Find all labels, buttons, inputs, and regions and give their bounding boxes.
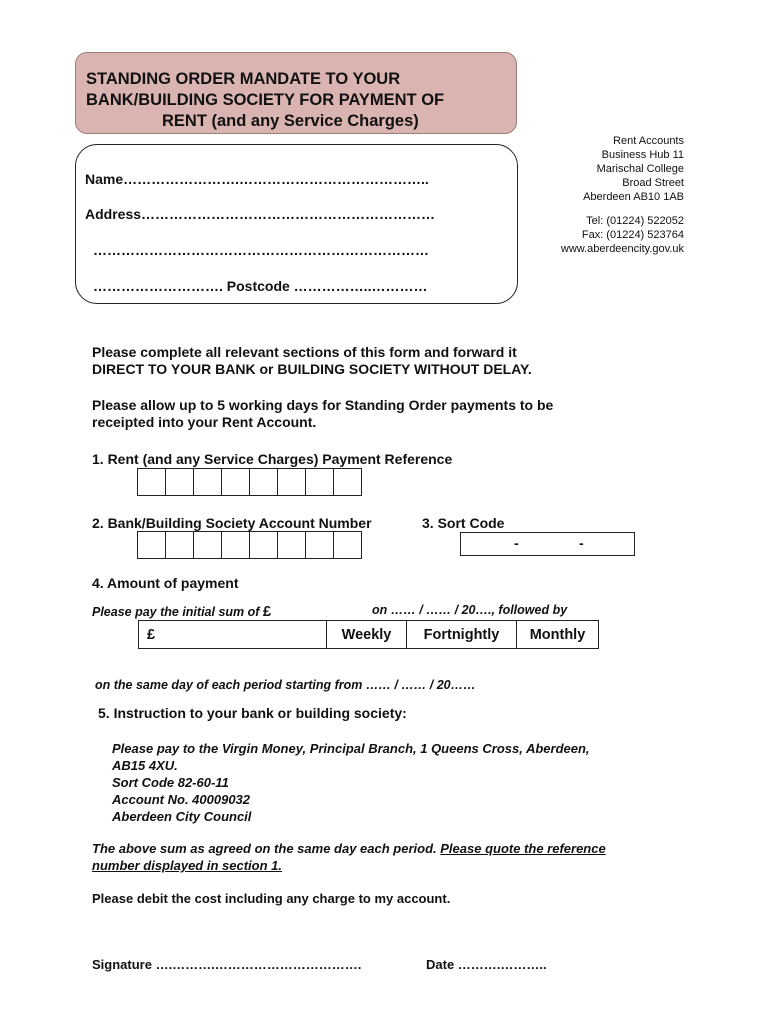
bank-instruction-line: AB15 4XU. [112,758,178,773]
reference-digit-box[interactable] [138,469,166,496]
address-field[interactable]: Address……………………………………………………… [85,206,436,222]
address-line: Marischal College [596,163,684,175]
bank-instruction-line: Aberdeen City Council [112,809,252,824]
reference-digit-box[interactable] [278,469,306,496]
section-4-label: 4. Amount of payment [92,575,239,591]
title-line-1: STANDING ORDER MANDATE TO YOUR [86,70,401,88]
date-field[interactable]: Date ……….……….. [426,957,547,972]
bank-instruction-line: Sort Code 82-60-11 [112,775,229,790]
instruction-line: Please allow up to 5 working days for Standing Order payments to be [92,397,554,413]
reference-note: number displayed in section 1. [92,858,282,873]
name-field[interactable]: Name…………………….………………………………….. [85,171,429,187]
frequency-fortnightly[interactable]: Fortnightly [407,621,517,649]
amount-field[interactable]: £ [139,621,327,649]
account-digit-box[interactable] [278,532,306,559]
form-title [75,52,517,134]
signature-field[interactable]: Signature ….……….……………………………. [92,957,362,972]
bank-instruction-line: Account No. 40009032 [112,792,251,807]
bank-instruction [112,740,590,825]
sort-code-separator: - [579,535,584,551]
start-date-label: on the same day of each period starting from …… / …… / 20…… [95,678,476,692]
address-line: Business Hub 11 [601,149,684,161]
initial-date-label: on …… / …… / 20…., followed by [372,603,568,617]
processing-note [92,397,553,431]
address-line: Rent Accounts [613,135,684,147]
reference-digit-box[interactable] [306,469,334,496]
debit-authorisation: Please debit the cost including any charge to my account. [92,891,451,906]
sort-code-field[interactable] [460,532,635,556]
sort-code-separator: - [514,535,519,551]
section-5-label: 5. Instruction to your bank or building society: [98,705,407,721]
payment-frequency-table [138,620,599,649]
pound-sign: £ [262,603,272,620]
account-digit-box[interactable] [334,532,362,559]
reference-note: Please quote the reference [440,841,606,856]
reference-digit-box[interactable] [194,469,222,496]
initial-sum-label [92,603,271,620]
agreement-text [92,840,692,874]
account-number-boxes [137,531,362,559]
instruction-line: DIRECT TO YOUR BANK or BUILDING SOCIETY WITHOUT DELAY. [92,361,532,377]
account-digit-box[interactable] [138,532,166,559]
title-line-3: RENT (and any Service Charges) [162,112,419,130]
instruction-line: Please complete all relevant sections of this form and forward it [92,344,517,360]
initial-sum-text: Please pay the initial sum of [92,605,260,619]
address-line: Broad Street [622,177,684,189]
council-address [561,134,684,256]
reference-digit-box[interactable] [334,469,362,496]
account-digit-box[interactable] [250,532,278,559]
frequency-monthly[interactable]: Monthly [517,621,599,649]
bank-instruction-line: Please pay to the Virgin Money, Principal Branch, 1 Queens Cross, Aberdeen, [112,741,590,756]
address-line: Aberdeen AB10 1AB [583,191,684,203]
reference-digit-box[interactable] [166,469,194,496]
instruction-line: receipted into your Rent Account. [92,414,317,430]
payment-reference-boxes [137,468,362,496]
account-digit-box[interactable] [222,532,250,559]
account-digit-box[interactable] [306,532,334,559]
frequency-weekly[interactable]: Weekly [327,621,407,649]
account-digit-box[interactable] [194,532,222,559]
postcode-field[interactable]: ………………………. Postcode ……………..………… [93,278,428,294]
section-3-label: 3. Sort Code [422,515,505,531]
agreement-plain-text: The above sum as agreed on the same day each period. [92,841,437,856]
website-link[interactable]: www.aberdeencity.gov.uk [560,243,684,255]
instructions-block [92,344,532,378]
section-1-label: 1. Rent (and any Service Charges) Payment Reference [92,451,453,467]
reference-digit-box[interactable] [250,469,278,496]
account-digit-box[interactable] [166,532,194,559]
fax: Fax: (01224) 523764 [581,229,684,241]
telephone: Tel: (01224) 522052 [586,215,684,227]
address-line-2-field[interactable]: ……………………………………………………………… [93,242,429,258]
section-2-label: 2. Bank/Building Society Account Number [92,515,372,531]
reference-digit-box[interactable] [222,469,250,496]
title-line-2: BANK/BUILDING SOCIETY FOR PAYMENT OF [86,91,445,109]
